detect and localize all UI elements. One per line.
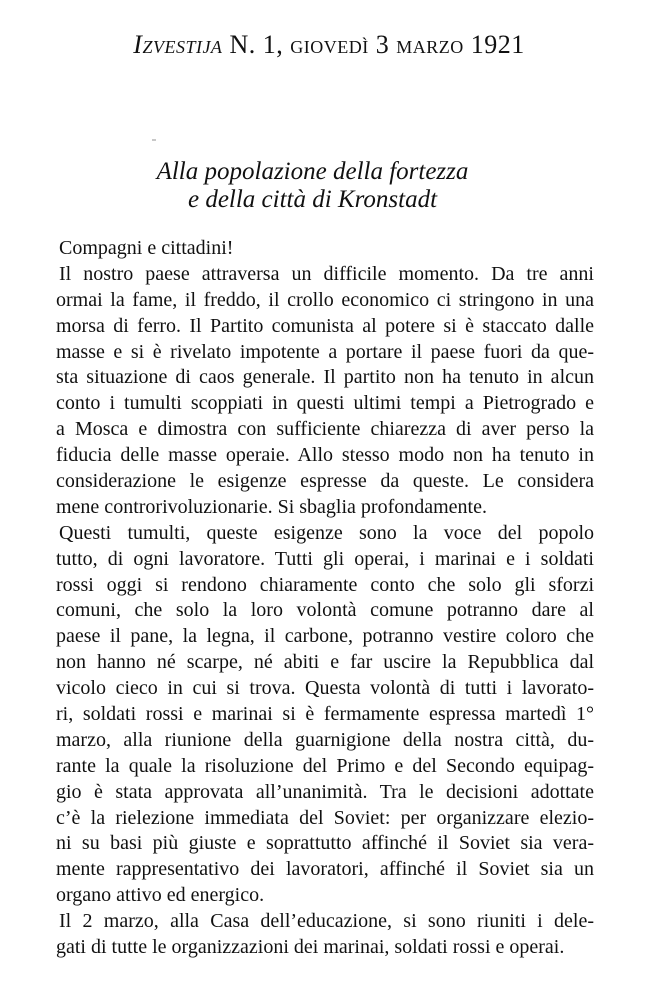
body-line: c’è la rielezione immediata del Soviet: per organizzare elezio- bbox=[56, 806, 594, 829]
body-line: morsa di ferro. Il Partito comunista al potere si è staccato dalle bbox=[56, 314, 594, 337]
body-line: organo attivo ed energico. bbox=[56, 884, 265, 907]
body-line: Compagni e cittadini! bbox=[59, 237, 234, 259]
title-line-2: e della città di Kronstadt bbox=[187, 186, 438, 213]
body-line: vicolo cieco in cui si trova. Questa volontà di tutti i lavorato- bbox=[56, 677, 594, 700]
body-line: comuni, che solo la loro volontà comune potranno dare al bbox=[56, 599, 594, 622]
body-line: ormai la fame, il freddo, il crollo economico ci stringono in una bbox=[56, 288, 594, 311]
issue-date: giovedì 3 marzo 1921 bbox=[290, 30, 525, 59]
body-line: tutto, di ogni lavoratore. Tutti gli operai, i marinai e i soldati bbox=[56, 547, 594, 570]
body-line: considerazione le esigenze espresse da queste. Le considera bbox=[56, 470, 594, 493]
article-body bbox=[56, 236, 594, 961]
body-line: non hanno né scarpe, né abiti e far uscire la Repubblica dal bbox=[56, 651, 594, 674]
body-line: Il 2 marzo, alla Casa dell’educazione, si sono riuniti i dele- bbox=[59, 910, 594, 933]
body-line: gati di tutte le organizzazioni dei marinai, soldati rossi e operai. bbox=[56, 936, 565, 959]
article-title bbox=[0, 158, 625, 214]
journal-name: Izvestija bbox=[133, 30, 223, 59]
running-head bbox=[0, 30, 658, 60]
body-line: Questi tumulti, queste esigenze sono la voce del popolo bbox=[59, 521, 594, 544]
body-line: Il nostro paese attraversa un difficile momento. Da tre anni bbox=[59, 262, 594, 285]
body-line: masse e si è rivelato impotente a portare il paese fuori da que- bbox=[56, 340, 594, 363]
body-line: mente rappresentativo dei lavoratori, affinché il Soviet sia un bbox=[56, 858, 594, 881]
body-line: sta situazione di caos generale. Il partito non ha tenuto in alcun bbox=[56, 366, 594, 389]
body-line: ri, soldati rossi e marinai si è fermamente espressa martedì 1° bbox=[56, 703, 594, 726]
body-line: rossi oggi si rendono chiaramente conto che solo gli sforzi bbox=[56, 573, 594, 596]
body-line: marzo, alla riunione della guarnigione della nostra città, du- bbox=[56, 728, 594, 751]
title-line-1: Alla popolazione della fortezza bbox=[156, 158, 469, 185]
print-speck bbox=[152, 139, 156, 141]
issue-number: N. 1, bbox=[229, 30, 284, 59]
body-line: fiducia delle masse operaie. Allo stesso modo non ha tenuto in bbox=[56, 444, 594, 467]
body-line: rante la quale la risoluzione del Primo e del Secondo equipag- bbox=[56, 754, 594, 777]
body-line: ni su basi più giuste e soprattutto affinché il Soviet sia vera- bbox=[56, 832, 594, 855]
body-line: paese il pane, la legna, il carbone, potranno vestire coloro che bbox=[56, 625, 594, 648]
body-line: a Mosca e dimostra con sufficiente chiarezza di aver perso la bbox=[56, 418, 594, 441]
body-line: mene controrivoluzionarie. Si sbaglia profondamente. bbox=[56, 495, 487, 518]
body-line: gio è stata approvata all’unanimità. Tra le decisioni adottate bbox=[56, 780, 594, 803]
body-line: conto i tumulti scoppiati in questi ultimi tempi a Pietrogrado e bbox=[56, 392, 594, 415]
